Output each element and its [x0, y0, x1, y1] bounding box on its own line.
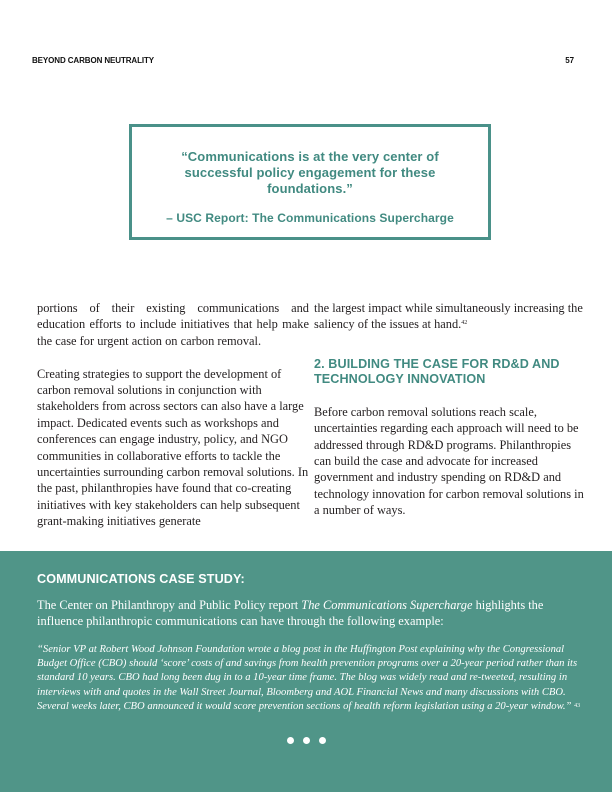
- left-column: [37, 300, 309, 546]
- pull-quote-source: – USC Report: The Communications Supercharge: [166, 211, 454, 225]
- dot-icon: [287, 737, 294, 744]
- case-study-title: COMMUNICATIONS CASE STUDY:: [37, 572, 245, 586]
- case-study-panel: [0, 551, 612, 792]
- right-column: [314, 300, 586, 535]
- paragraph: Creating strategies to support the development of carbon removal solutions in conjunction with stakeholders from across sectors can also have a large impact. Dedicated events such as workshops and conferences can engage industry, policy, and NGO communities in collaborative efforts to tackle the uncertainties surrounding carbon removal solutions. In the past, philanthropies have found that co-creating initiatives with key stakeholders can help subsequent grant-making initiatives generate: [37, 366, 309, 529]
- paragraph-continuation: [314, 300, 586, 333]
- pull-quote-text: “Communications is at the very center of successful policy engagement for these foundations.”: [181, 149, 439, 196]
- running-title: BEYOND CARBON NEUTRALITY: [32, 55, 155, 65]
- running-header: [32, 54, 574, 66]
- section-heading: 2. BUILDING THE CASE FOR RD&D AND TECHNOLOGY INNOVATION: [314, 356, 560, 387]
- case-study-intro: [37, 597, 582, 630]
- report-title: The Communications Supercharge: [301, 598, 473, 612]
- footnote-ref[interactable]: 43: [574, 702, 581, 709]
- quote-text: “Senior VP at Robert Wood Johnson Foundation wrote a blog post in the Huffington Post explaining why the Congressional Budget Office (CBO) should ‘score’ costs of and savings from health prevention programs over a 20-year period rather than its standard 10 years. CBO had long been dug in to a 10-year time frame. The blog was widely read and re-tweeted, resulting in interviews with and quotes in the Wall Street Journal, Bloomberg and AOL Financial News and many discussions with CBO. Several weeks later, CBO announced it would score prevention sections of health reform legislation using a 20-year window.”: [37, 644, 578, 712]
- intro-text: The Center on Philanthropy and Public Policy report: [37, 598, 302, 612]
- footnote-ref[interactable]: 42: [461, 320, 468, 327]
- paragraph: portions of their existing communications and education efforts to include initiatives that help make the case for urgent action on carbon removal.: [37, 301, 309, 348]
- pull-quote-box: [129, 124, 491, 240]
- dot-icon: [319, 737, 326, 744]
- continuation-text: the largest impact while simultaneously increasing the saliency of the issues at hand.: [314, 301, 583, 332]
- page-number: 57: [565, 55, 574, 65]
- paragraph: Before carbon removal solutions reach scale, uncertainties regarding each approach will need to be addressed through RD&D programs. Philanthropies can build the case and advocate for increased government and industry spending on RD&D and technology innovation for carbon removal solutions in a number of ways.: [314, 404, 584, 518]
- case-study-quote: [37, 643, 582, 714]
- intro-text: highlights the influence philanthropic communications can have through the following example:: [37, 598, 544, 629]
- more-indicator: [0, 737, 612, 744]
- dot-icon: [303, 737, 310, 744]
